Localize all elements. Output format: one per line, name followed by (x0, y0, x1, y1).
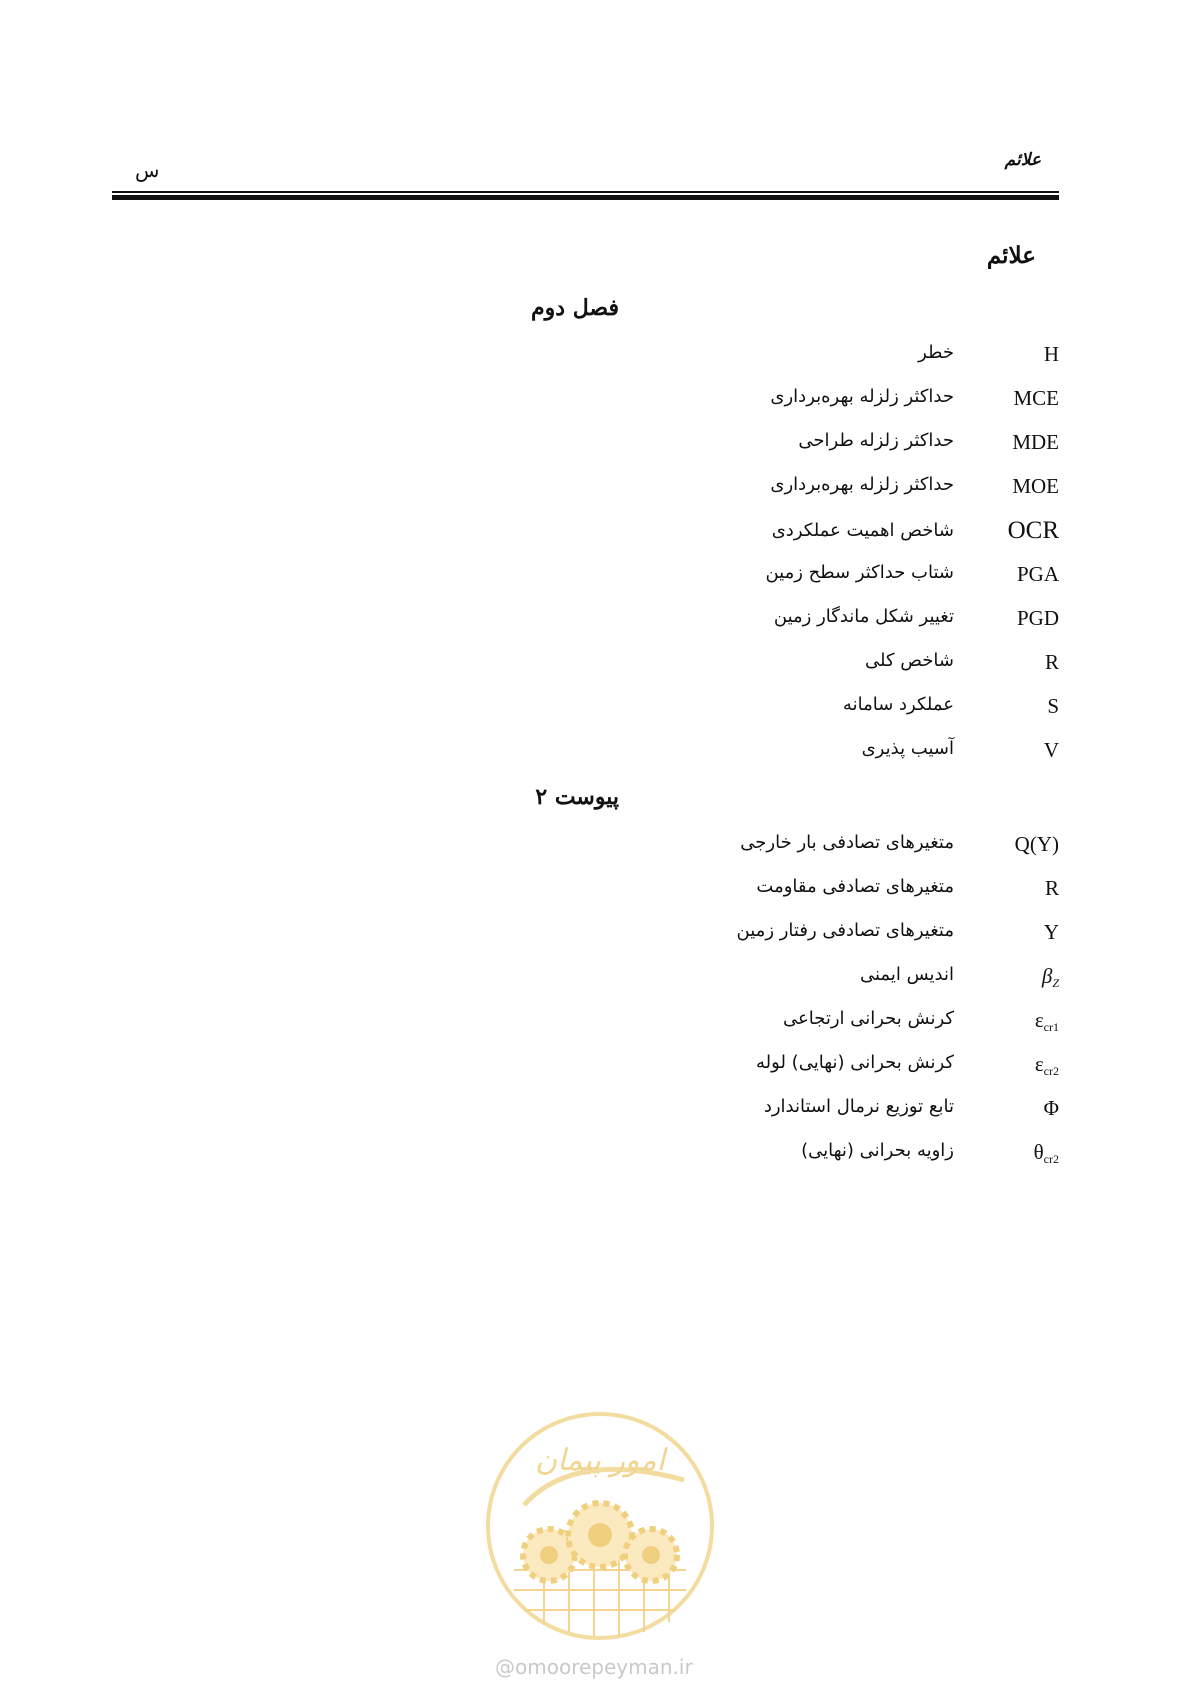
list-item (112, 474, 1059, 516)
list-item (112, 832, 1059, 874)
symbol: H (1043, 342, 1059, 366)
watermark-url: @omoorepeyman.ir (495, 1655, 693, 1679)
description: تابع توزیع نرمال استاندارد (763, 1096, 954, 1117)
description: کرنش بحرانی (نهایی) لوله (756, 1052, 954, 1073)
description: حداکثر زلزله بهره‌برداری (770, 474, 954, 495)
description: متغیرهای تصادفی بار خارجی (740, 832, 954, 853)
list-item (112, 738, 1059, 780)
list-item (112, 1052, 1059, 1094)
list-item (112, 964, 1059, 1006)
description: حداکثر زلزله بهره‌برداری (770, 386, 954, 407)
page-letter: س (135, 158, 160, 182)
list-item (112, 694, 1059, 736)
symbol: Q(Y) (1014, 832, 1059, 856)
list-item (112, 1140, 1059, 1182)
symbol: $\beta_Z$ (1041, 964, 1059, 990)
description: کرنش بحرانی ارتجاعی (782, 1008, 954, 1029)
list-item (112, 386, 1059, 428)
description: تغییر شکل ماندگار زمین (773, 606, 954, 627)
section-heading: فصل دوم (531, 295, 619, 321)
description: اندیس ایمنی (860, 964, 954, 985)
running-header-title: علائم (1004, 150, 1041, 170)
symbol: S (1047, 694, 1059, 718)
list-item (112, 342, 1059, 384)
list-item (112, 920, 1059, 962)
symbol: PGA (1016, 562, 1059, 586)
gear-emblem-icon (514, 1469, 686, 1636)
main-heading: علائم (986, 242, 1036, 269)
description: آسیب پذیری (861, 738, 954, 759)
symbol: $\theta_{cr2}$ (1033, 1140, 1059, 1166)
description: شاخص کلی (865, 650, 954, 671)
symbol: V (1043, 738, 1059, 762)
list-item (112, 650, 1059, 692)
symbol: R (1044, 876, 1059, 900)
header-rule-thin (112, 191, 1059, 193)
description: حداکثر زلزله طراحی (798, 430, 954, 451)
symbol: $\varepsilon_{cr1}$ (1034, 1008, 1059, 1034)
symbol: MOE (1012, 474, 1059, 498)
symbol: Φ (1043, 1096, 1059, 1120)
description: خطر (918, 342, 954, 363)
description: متغیرهای تصادفی مقاومت (756, 876, 954, 897)
symbol: PGD (1016, 606, 1059, 630)
description: شتاب حداکثر سطح زمین (765, 562, 954, 583)
list-item (112, 876, 1059, 918)
watermark-logo-text: امور پیمان (535, 1443, 665, 1478)
symbol: Y (1043, 920, 1059, 944)
description: شاخص اهمیت عملکردی (771, 520, 954, 541)
list-item (112, 606, 1059, 648)
symbol: R (1044, 650, 1059, 674)
section-heading: پیوست ۲ (535, 784, 619, 810)
description: زاویه بحرانی (نهایی) (801, 1140, 954, 1161)
symbol: $\varepsilon_{cr2}$ (1034, 1052, 1059, 1078)
symbol: MDE (1012, 430, 1059, 454)
list-item (112, 430, 1059, 472)
description: عملکرد سامانه (842, 694, 954, 715)
list-item (112, 1008, 1059, 1050)
watermark-logo (484, 1410, 716, 1642)
symbol: OCR (1007, 517, 1059, 544)
list-item (112, 517, 1059, 559)
description: متغیرهای تصادفی رفتار زمین (736, 920, 954, 941)
list-item (112, 1096, 1059, 1138)
symbol: MCE (1013, 386, 1059, 410)
header-rule-thick (112, 195, 1059, 200)
list-item (112, 562, 1059, 604)
